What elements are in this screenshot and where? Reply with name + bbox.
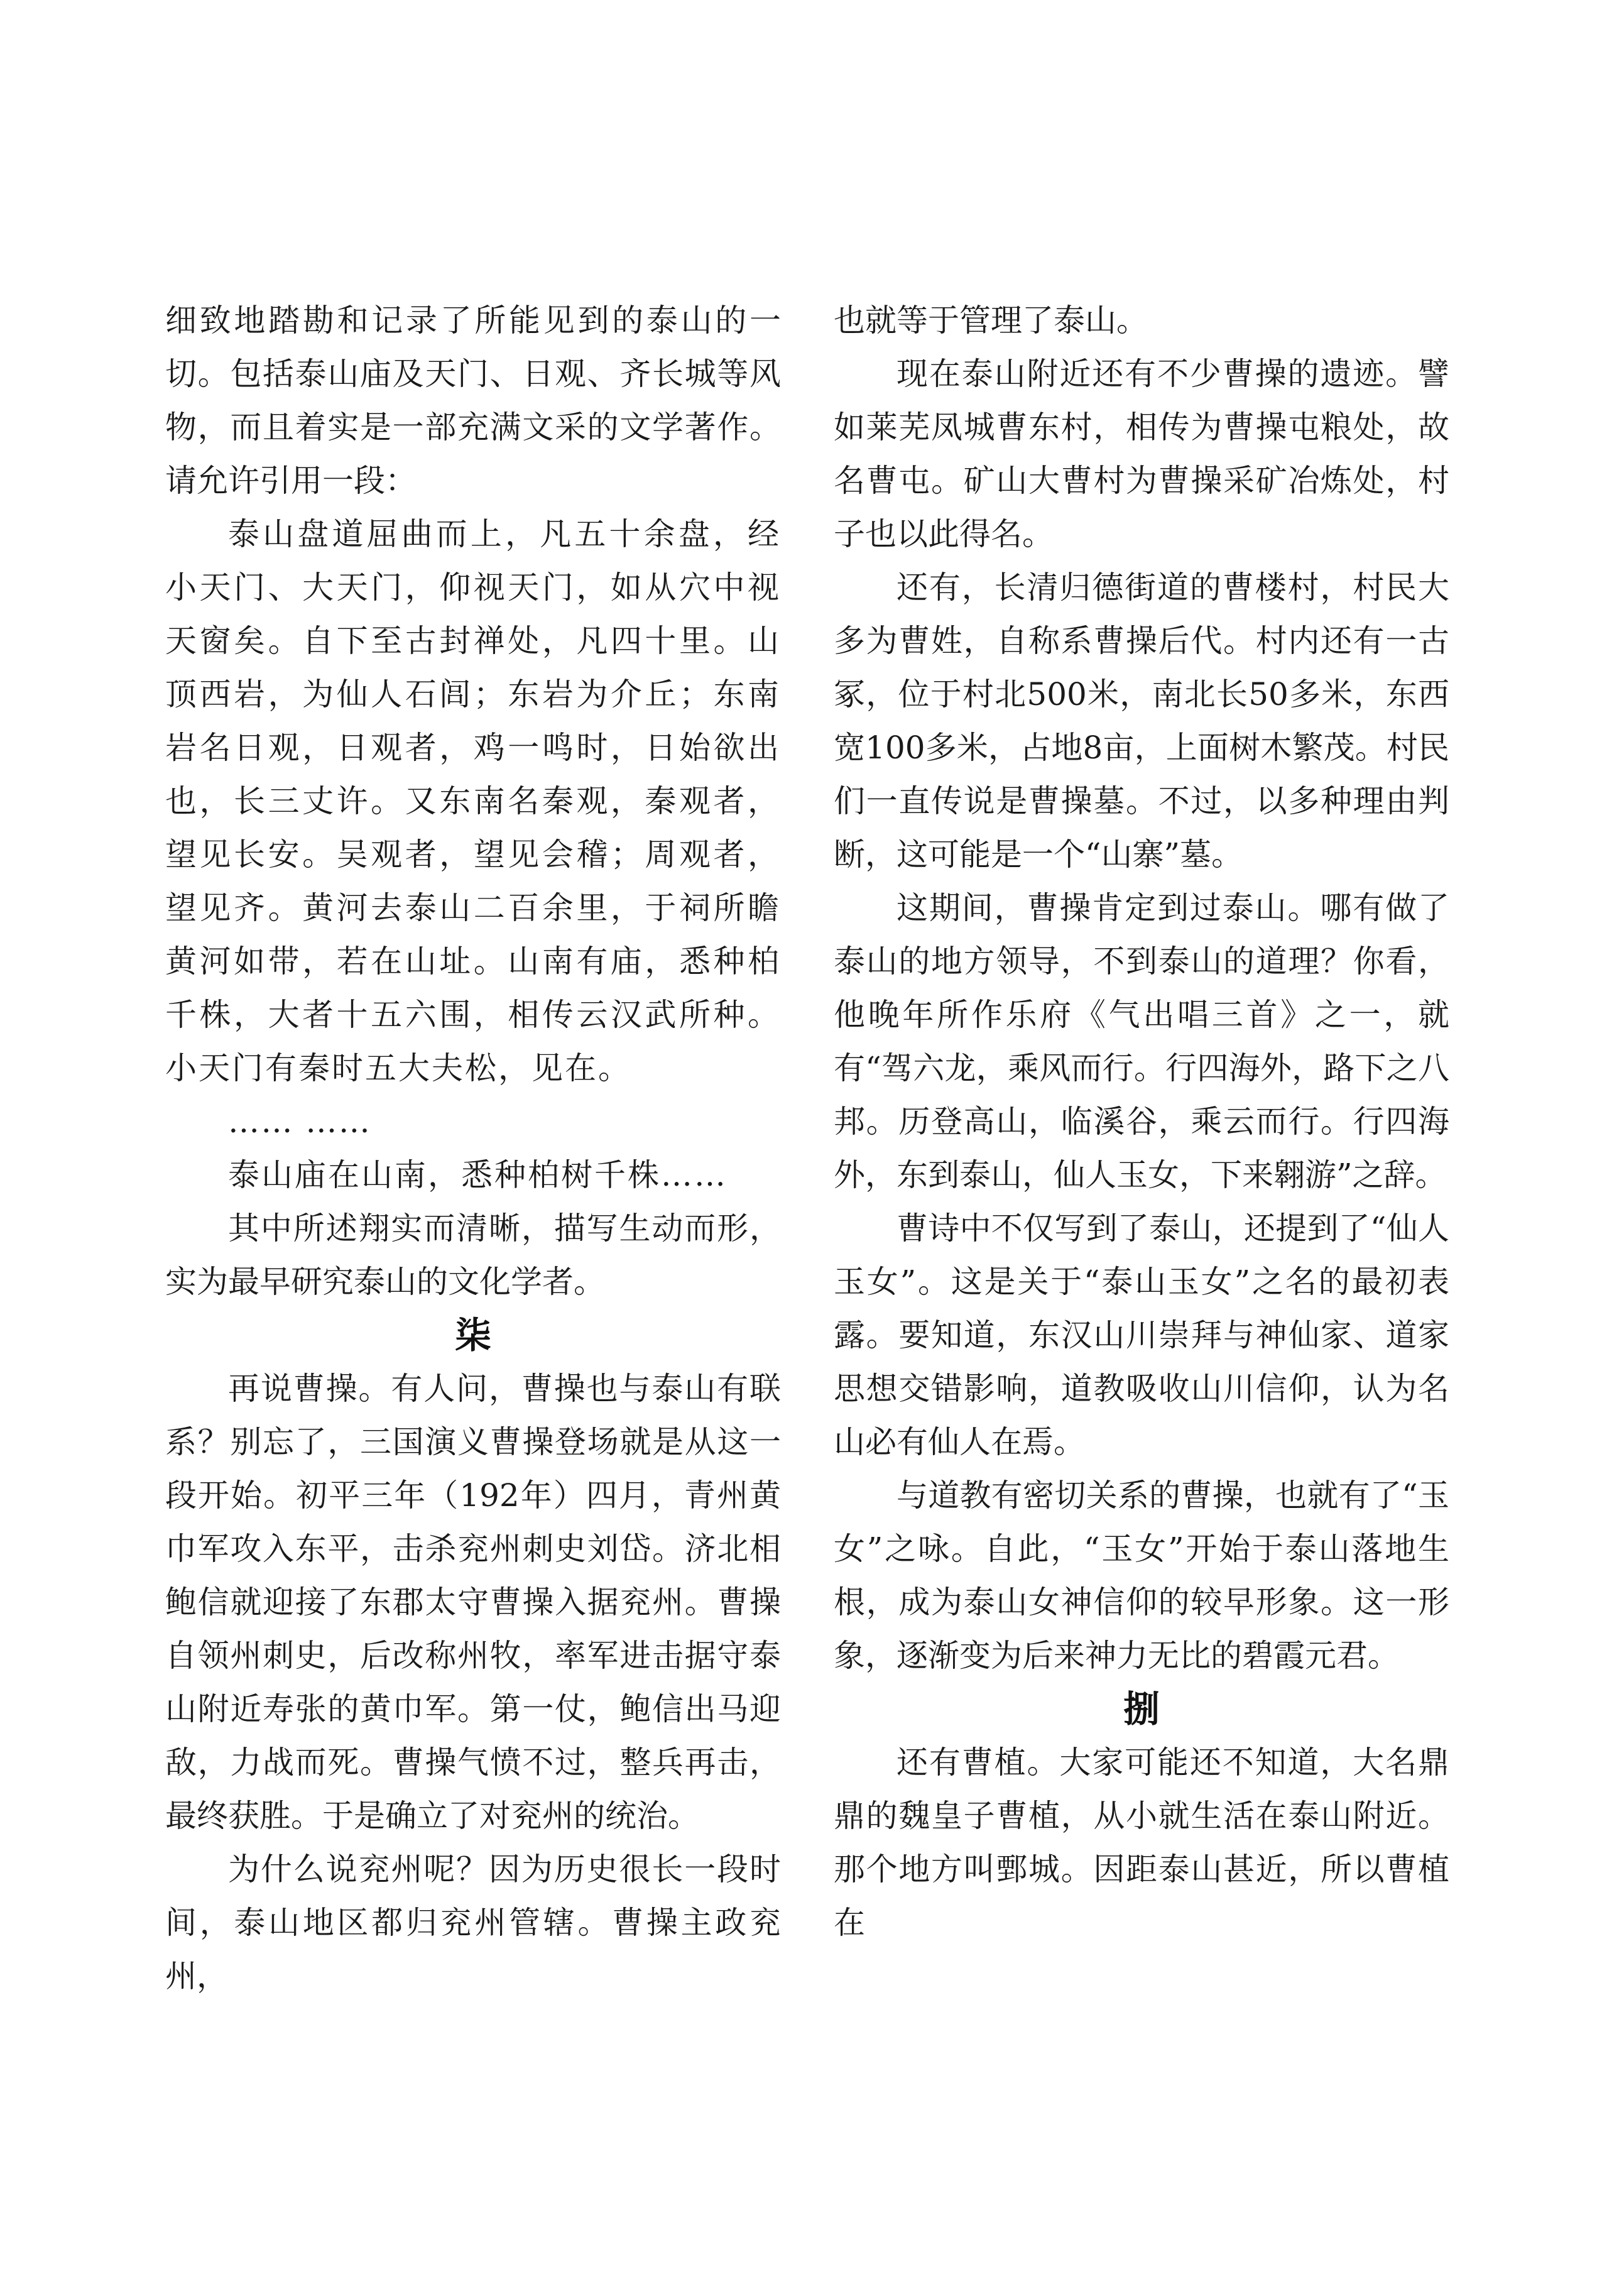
left-paragraph-1: 细致地踏勘和记录了所能见到的泰山的一切。包括泰山庙及天门、日观、齐长城等风物，而且着实是一部充满文采的文学著作。请允许引用一段： [165,302,781,499]
right-paragraph-5: 曹诗中不仅写到了泰山，还提到了“仙人玉女”。这是关于“泰山玉女”之名的最初表露。要知道，东汉山川崇拜与神仙家、道家思想交错影响，道教吸收山川信仰，认为名山必有仙人在焉。 [834,1210,1449,1460]
left-column [165,294,781,2003]
right-paragraph-7: 还有曹植。大家可能还不知道，大名鼎鼎的魏皇子曹植，从小就生活在泰山附近。那个地方叫鄄城。因距泰山甚近，所以曹植在 [834,1744,1449,1941]
right-paragraph-3: 还有，长清归德街道的曹楼村，村民大多为曹姓，自称系曹操后代。村内还有一古冢，位于村北500米，南北长50多米，东西宽100多米，占地8亩，上面树木繁茂。村民们一直传说是曹操墓。不过，以多种理由判断，这可能是一个“山寨”墓。 [834,569,1449,873]
right-column [834,294,1449,1950]
right-paragraph-6: 与道教有密切关系的曹操，也就有了“玉女”之咏。自此，“玉女”开始于泰山落地生根，成为泰山女神信仰的较早形象。这一形象，逐渐变为后来神力无比的碧霞元君。 [834,1477,1449,1674]
right-paragraph-1: 也就等于管理了泰山。 [834,302,1148,339]
section-heading-7: 柒 [454,1314,491,1357]
left-quote-2: 泰山庙在山南，悉种柏树千株…… [228,1157,728,1193]
section-heading-8: 捌 [1123,1688,1160,1730]
left-quote-1: 泰山盘道屈曲而上，凡五十余盘，经小天门、大天门，仰视天门，如从穴中视天窗矣。自下至古封禅处，凡四十里。山顶西岩，为仙人石闾；东岩为介丘；东南岩名日观，日观者，鸡一鸣时，日始欲出也，长三丈许。又东南名秦观，秦观者，望见长安。吴观者，望见会稽；周观者，望见齐。黄河去泰山二百余里，于祠所瞻黄河如带，若在山址。山南有庙，悉种柏千株，大者十五六围，相传云汉武所种。小天门有秦时五大夫松，见在。 [165,516,781,1086]
right-paragraph-2: 现在泰山附近还有不少曹操的遗迹。譬如莱芜凤城曹东村，相传为曹操屯粮处，故名曹屯。矿山大曹村为曹操采矿冶炼处，村子也以此得名。 [834,356,1449,552]
left-paragraph-4: 为什么说兖州呢？因为历史很长一段时间，泰山地区都归兖州管辖。曹操主政兖州， [165,1851,781,1994]
left-ellipsis: …… …… [228,1103,372,1140]
right-paragraph-4: 这期间，曹操肯定到过泰山。哪有做了泰山的地方领导，不到泰山的道理？你看，他晚年所作乐府《气出唱三首》之一，就有“驾六龙，乘风而行。行四海外，路下之八邦。历登高山，临溪谷，乘云而行。行四海外，东到泰山，仙人玉女，下来翱游”之辞。 [834,890,1449,1193]
left-paragraph-3: 再说曹操。有人问，曹操也与泰山有联系？别忘了，三国演义曹操登场就是从这一段开始。初平三年（192年）四月，青州黄巾军攻入东平，击杀兖州刺史刘岱。济北相鲍信就迎接了东郡太守曹操入据兖州。曹操自领州刺史，后改称州牧，率军进击据守泰山附近寿张的黄巾军。第一仗，鲍信出马迎敌，力战而死。曹操气愤不过，整兵再击，最终获胜。于是确立了对兖州的统治。 [165,1370,781,1834]
left-paragraph-2: 其中所述翔实而清晰，描写生动而形，实为最早研究泰山的文化学者。 [165,1210,781,1300]
